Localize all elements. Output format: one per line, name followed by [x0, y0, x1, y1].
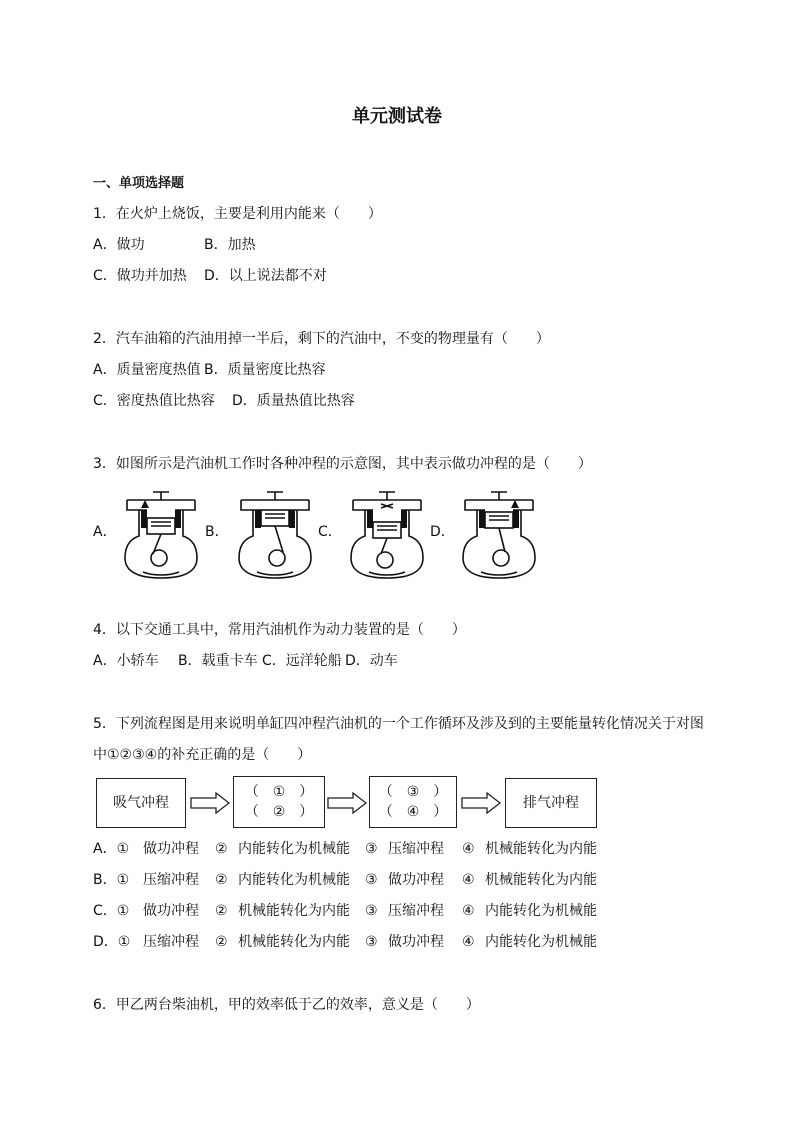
q4-option-b[interactable]: B．载重卡车 — [178, 653, 258, 669]
q1-option-a[interactable]: A．做功 — [93, 237, 145, 253]
q1-option-d[interactable]: D．以上说法都不对 — [204, 268, 327, 284]
q2-option-a[interactable]: A．质量密度热值 — [93, 362, 201, 378]
question-5-stem-line1: 5．下列流程图是用来说明单缸四冲程汽油机的一个工作循环及涉及到的主要能量转化情况关于对图 — [93, 716, 704, 732]
q3-option-c-label[interactable]: C． — [318, 524, 342, 540]
q4-option-c[interactable]: C．远洋轮船 — [262, 653, 342, 669]
engine-exhaust-icon — [455, 488, 543, 580]
question-5-stem-line2: 中①②③④的补充正确的是（ ） — [93, 747, 312, 763]
q3-option-b-label[interactable]: B． — [205, 524, 229, 540]
question-1-stem: 1．在火炉上烧饭，主要是利用内能来（ ） — [93, 206, 382, 222]
flow-box-2-top: （ ① ） — [244, 784, 314, 800]
flow-box-intake-label: 吸气冲程 — [113, 795, 169, 811]
flow-arrow-icon — [461, 792, 501, 814]
q3-option-d-label[interactable]: D． — [430, 524, 455, 540]
flow-box-intake — [96, 778, 186, 828]
question-6-stem: 6．甲乙两台柴油机，甲的效率低于乙的效率，意义是（ ） — [93, 997, 480, 1013]
flow-box-3-top: （ ③ ） — [378, 784, 448, 800]
question-3-stem: 3．如图所示是汽油机工作时各种冲程的示意图，其中表示做功冲程的是（ ） — [93, 456, 592, 472]
flow-box-exhaust-label: 排气冲程 — [523, 795, 579, 811]
question-4-stem: 4．以下交通工具中，常用汽油机作为动力装置的是（ ） — [93, 622, 466, 638]
engine-power-icon — [343, 488, 431, 580]
flow-arrow-icon — [190, 792, 230, 814]
q4-option-a[interactable]: A．小轿车 — [93, 653, 159, 669]
q2-option-b[interactable]: B．质量密度比热容 — [204, 362, 326, 378]
question-2-stem: 2．汽车油箱的汽油用掉一半后，剩下的汽油中，不变的物理量有（ ） — [93, 331, 550, 347]
engine-compression-icon — [231, 488, 319, 580]
flow-box-2 — [233, 776, 325, 828]
flow-box-3-bottom: （ ④ ） — [378, 804, 448, 820]
q4-option-d[interactable]: D．动车 — [345, 653, 398, 669]
flow-box-exhaust — [505, 778, 597, 828]
flow-box-2-bottom: （ ② ） — [244, 804, 314, 820]
q1-option-c[interactable]: C．做功并加热 — [93, 268, 187, 284]
q1-option-b[interactable]: B．加热 — [204, 237, 256, 253]
q2-option-d[interactable]: D．质量热值比热容 — [232, 393, 355, 409]
engine-intake-icon — [117, 488, 205, 580]
page-title: 单元测试卷 — [352, 106, 442, 127]
flow-box-3 — [369, 776, 457, 828]
q2-option-c[interactable]: C．密度热值比热容 — [93, 393, 215, 409]
flow-arrow-icon — [327, 792, 367, 814]
q3-option-a-label[interactable]: A． — [93, 524, 117, 540]
section-heading: 一、单项选择题 — [93, 176, 185, 191]
